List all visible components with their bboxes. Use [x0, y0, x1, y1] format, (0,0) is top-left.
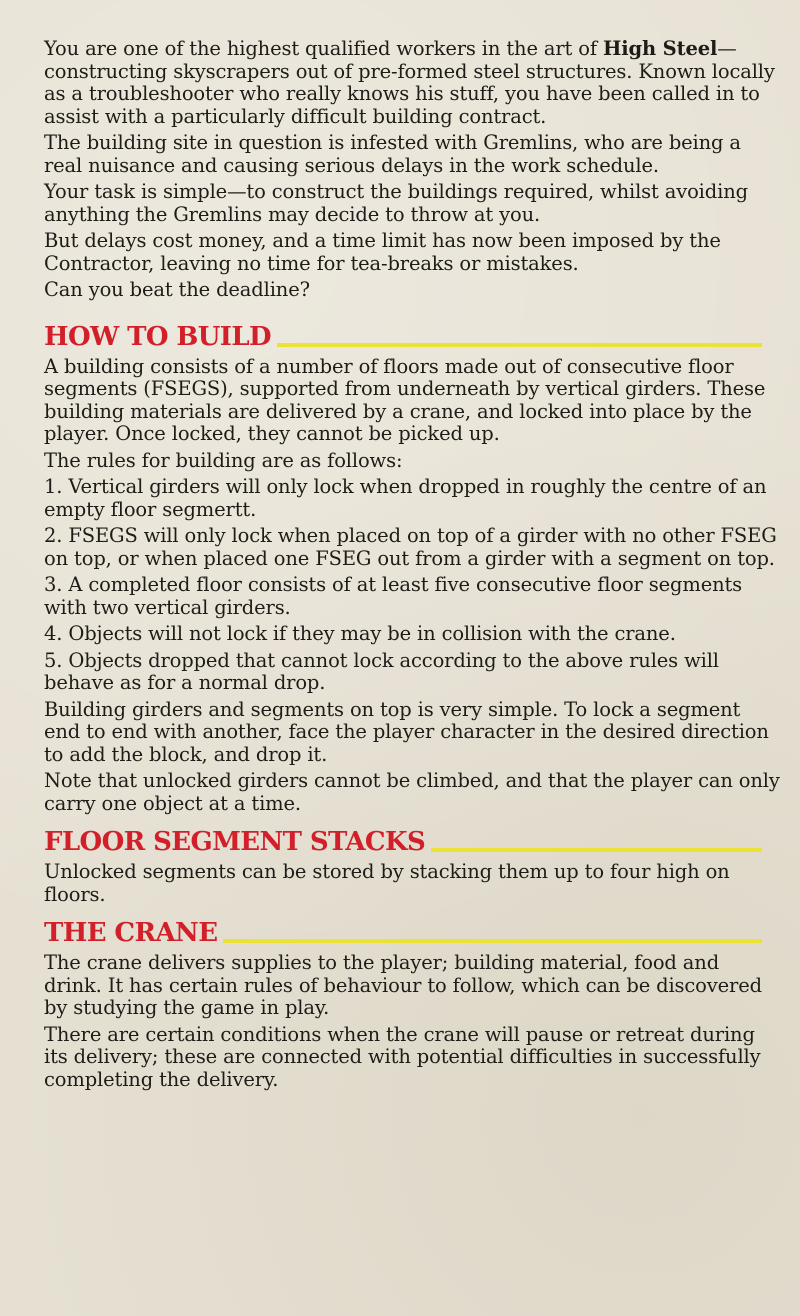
- how-to-build-paragraph-1: A building consists of a number of floors made out of consecutive floor segments (FSEGS), supported from underneath by vertical girders. These building materials are delivered by a crane, and locked into place by the player. Once locked, they cannot be picked up.: [44, 354, 766, 445]
- intro-paragraph-5: Can you beat the deadline?: [44, 278, 310, 301]
- manual-page: [44, 38, 782, 1095]
- rule-item-5: 5. Objects dropped that cannot lock according to the above rules will behave as for a normal drop.: [44, 648, 719, 694]
- the-crane-title: THE CRANE: [44, 918, 218, 948]
- the-crane-heading: [44, 918, 782, 948]
- heading-rule: [277, 343, 762, 347]
- intro-paragraph-2: The building site in question is infested with Gremlins, who are being a real nuisance and causing serious delays in the work schedule.: [44, 131, 741, 177]
- rule-item-3: 3. A completed floor consists of at least five consecutive floor segments with two vertical girders.: [44, 573, 743, 619]
- high-steel-term: High Steel: [602, 37, 718, 60]
- the-crane-paragraph-2: There are certain conditions when the crane will pause or retreat during its delivery; these are connected with potential difficulties in successfully completing the delivery.: [44, 1022, 761, 1091]
- intro-text-end: —constructing skyscrapers out of pre-formed steel structures. Known locally as a troubleshooter who really knows his stuff, you have been called in to assist with a particularly difficult building contract.: [44, 37, 775, 128]
- how-to-build-title: HOW TO BUILD: [44, 321, 271, 352]
- how-to-build-heading: [44, 322, 782, 352]
- intro-paragraph-1: [44, 38, 782, 128]
- floor-segment-stacks-title: FLOOR SEGMENT STACKS: [44, 827, 426, 857]
- intro-paragraph-4: But delays cost money, and a time limit has now been imposed by the Contractor, leaving no time for tea-breaks or mistakes.: [44, 229, 721, 275]
- how-to-build-paragraph-2: The rules for building are as follows:: [44, 448, 403, 472]
- the-crane-paragraph-1: The crane delivers supplies to the player; building material, food and drink. It has certain rules of behaviour to follow, which can be discovered by studying the game in play.: [44, 951, 762, 1019]
- rule-item-1: 1. Vertical girders will only lock when dropped in roughly the centre of an empty floor segmertt.: [44, 475, 767, 521]
- how-to-build-paragraph-3: Building girders and segments on top is very simple. To lock a segment end to end with another, face the player character in the desired direction to add the block, and drop it.: [44, 697, 769, 766]
- floor-segment-stacks-heading: [44, 827, 782, 857]
- rule-item-2: 2. FSEGS will only lock when placed on top of a girder with no other FSEG on top, or when placed one FSEG out from a girder with a segment on top.: [44, 524, 777, 570]
- how-to-build-paragraph-4: Note that unlocked girders cannot be climbed, and that the player can only carry one object at a time.: [44, 769, 780, 815]
- intro-paragraph-3: Your task is simple—to construct the buildings required, whilst avoiding anything the Gremlins may decide to throw at you.: [44, 180, 748, 226]
- intro-text-start: You are one of the highest qualified workers in the art of: [44, 37, 603, 60]
- heading-rule: [431, 848, 762, 852]
- heading-rule: [223, 939, 762, 943]
- floor-segment-stacks-paragraph: Unlocked segments can be stored by stacking them up to four high on floors.: [44, 860, 730, 906]
- rule-item-4: 4. Objects will not lock if they may be in collision with the crane.: [44, 622, 676, 645]
